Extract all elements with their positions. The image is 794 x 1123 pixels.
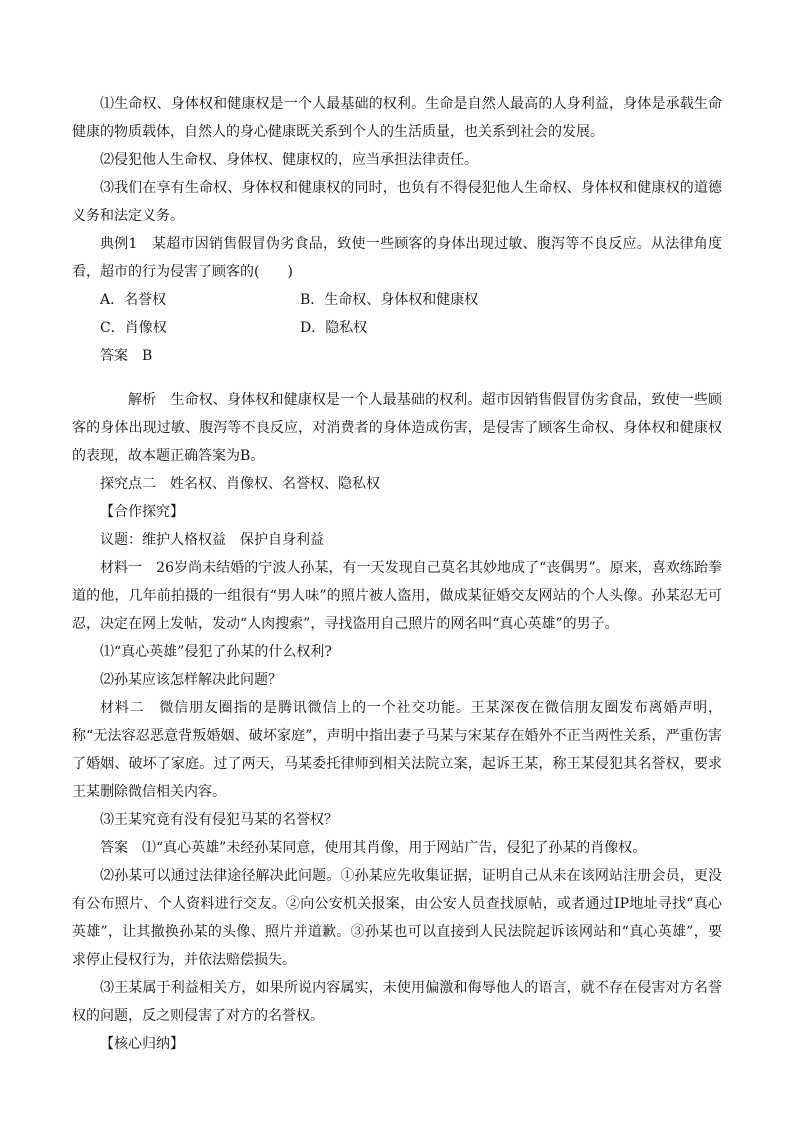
spacer — [72, 370, 722, 386]
options-row-1 — [72, 286, 722, 314]
option-b: B．生命权、身体权和健康权 — [300, 292, 479, 308]
core-summary-heading: 【核心归纳】 — [100, 1036, 184, 1052]
question-two: ⑵孙某应该怎样解决此问题？ — [100, 672, 282, 688]
question-three: ⑶王某究竟有没有侵犯马某的名誉权？ — [100, 812, 338, 828]
answer-three: ⑶王某属于利益相关方，如果所说内容属实，未使用偏激和侮辱他人的语言，就不存在侵害对方名誉权的问题，反之则侵害了对方的名誉权。 — [72, 980, 722, 1024]
topic-line: 议题：维护人格权益 保护自身利益 — [100, 532, 324, 548]
option-c: C．肖像权 — [100, 320, 167, 336]
option-a: A．名誉权 — [100, 292, 167, 308]
options-row-2 — [72, 314, 722, 342]
example-question: 典例1 某超市因销售假冒伪劣食品，致使一些顾客的身体出现过敏、腹泻等不良反应。从法律角度看，超市的行为侵害了顾客的( ) — [72, 236, 722, 280]
material-two: 材料二 微信朋友圈指的是腾讯微信上的一个社交功能。王某深夜在微信朋友圈发布离婚声明，称“无法容忍恶意背叛婚姻、破坏家庭”，声明中指出妻子马某与宋某存在婚外不正当两性关系，严重伤害了婚姻、破坏了家庭。过了两天，马某委托律师到相关法院立案，起诉王某，称王某侵犯其名誉权，要求王某删除微信相关内容。 — [72, 700, 722, 800]
material-one: 材料一 26岁尚未结婚的宁波人孙某，有一天发现自己莫名其妙地成了“丧偶男”。原来，喜欢练跆拳道的他，几年前拍摄的一组很有“男人味”的照片被人盗用，做成某征婚交友网站的个人头像。孙某忍无可忍，决定在网上发帖，发动“人肉搜索”，寻找盗用自己照片的网名叫“真心英雄”的男子。 — [72, 560, 722, 632]
document-body — [72, 90, 722, 1058]
answer-label: 答案 B — [100, 348, 153, 364]
question-one: ⑴“真心英雄”侵犯了孙某的什么权利? — [100, 644, 332, 660]
answer-two: ⑵孙某可以通过法律途径解决此问题。①孙某应先收集证据，证明自己从未在该网站注册会员，更没有公布照片、个人资料进行交友。②向公安机关报案，由公安人员查找原帖，或者通过IP地址寻找“真心英雄”，让其撤换孙某的头像、照片并道歉。③孙某也可以直接到人民法院起诉该网站和“真心英雄”，要求停止侵权行为，并依法赔偿损失。 — [72, 868, 722, 968]
paragraph-duty: ⑶我们在享有生命权、身体权和健康权的同时，也负有不得侵犯他人生命权、身体权和健康权的道德义务和法定义务。 — [72, 180, 722, 224]
analysis-paragraph: 解析 生命权、身体权和健康权是一个人最基础的权利。超市因销售假冒伪劣食品，致使一些顾客的身体出现过敏、腹泻等不良反应，对消费者的身体造成伤害，是侵害了顾客生命权、身体权和健康权的表现，故本题正确答案为B。 — [72, 392, 722, 464]
option-d: D．隐私权 — [300, 320, 368, 336]
paragraph-legal-liability: ⑵侵犯他人生命权、身体权、健康权的，应当承担法律责任。 — [100, 152, 478, 168]
answer-one: 答案 ⑴“真心英雄”未经孙某同意，使用其肖像，用于网站广告，侵犯了孙某的肖像权。 — [100, 840, 647, 856]
cooperation-heading: 【合作探究】 — [100, 504, 184, 520]
paragraph-rights-basic: ⑴生命权、身体权和健康权是一个人最基础的权利。生命是自然人最高的人身利益，身体是承载生命健康的物质载体，自然人的身心健康既关系到个人的生活质量，也关系到社会的发展。 — [72, 96, 722, 140]
section-heading: 探究点二 姓名权、肖像权、名誉权、隐私权 — [100, 476, 380, 492]
